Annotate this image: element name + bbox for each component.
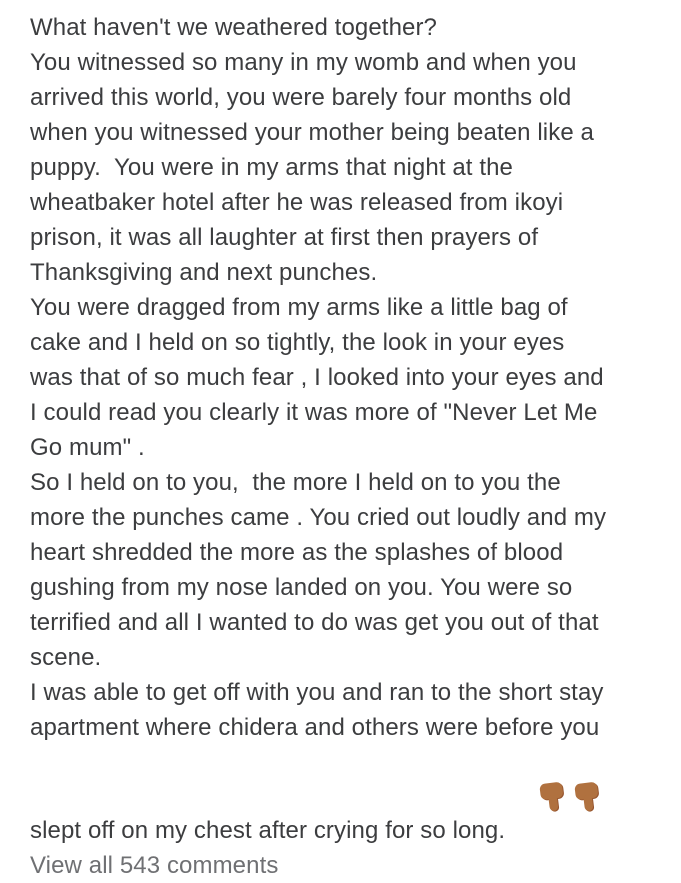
text-line-content: Go mum" . [30,434,145,461]
text-line-content: was that of so much fear , I looked into your eyes and [30,364,604,391]
text-line [30,710,681,745]
text-line [30,465,681,500]
text-line [30,535,681,570]
text-line-content: terrified and all I wanted to do was get you out of that [30,609,599,636]
text-line-content: apartment where chidera and others were before you [30,714,600,741]
text-line-content: So I held on to you, the more I held on to you the [30,469,561,496]
text-line [30,255,681,290]
backhand-index-pointing-down-emoji [545,745,575,777]
text-line [30,640,681,675]
text-line-content: when you witnessed your mother being beaten like a [30,119,595,146]
text-line [30,185,681,220]
text-line [30,745,681,848]
text-line [30,10,681,45]
text-line [30,150,681,185]
text-line-content: puppy. You were in my arms that night at the [30,154,513,181]
text-line-content: I could read you clearly it was more of "Never Let Me [30,399,598,426]
text-line-content: I was able to get off with you and ran to the short stay [30,679,604,706]
text-line-content: more the punches came . You cried out loudly and my [30,504,607,531]
text-line [30,360,681,395]
text-line-content: arrived this world, you were barely four months old [30,84,572,111]
text-line [30,605,681,640]
text-line [30,220,681,255]
text-line [30,115,681,150]
text-line-content: heart shredded the more as the splashes of blood [30,539,564,566]
text-line [30,500,681,535]
post-text [30,10,681,848]
text-line-content: What haven't we weathered together? [30,14,437,41]
text-line [30,430,681,465]
text-line-content: Thanksgiving and next punches. [30,259,378,286]
text-line [30,395,681,430]
text-line [30,325,681,360]
text-line-content: slept off on my chest after crying for so long. [30,817,506,844]
text-line-content: You were dragged from my arms like a little bag of [30,294,568,321]
text-line-content: You witnessed so many in my womb and when you [30,49,577,76]
text-line [30,570,681,605]
text-line [30,45,681,80]
text-line [30,290,681,325]
text-line-content: prison, it was all laughter at first then prayers of [30,224,539,251]
backhand-index-pointing-down-emoji [510,745,540,777]
text-line-content: gushing from my nose landed on you. You were so [30,574,573,601]
text-line-content: scene. [30,644,102,671]
text-line-content: cake and I held on so tightly, the look in your eyes [30,329,565,356]
text-line [30,80,681,115]
view-comments-link[interactable]: View all 543 comments [30,852,279,879]
text-line [30,675,681,710]
text-line-content: wheatbaker hotel after he was released from ikoyi [30,189,564,216]
